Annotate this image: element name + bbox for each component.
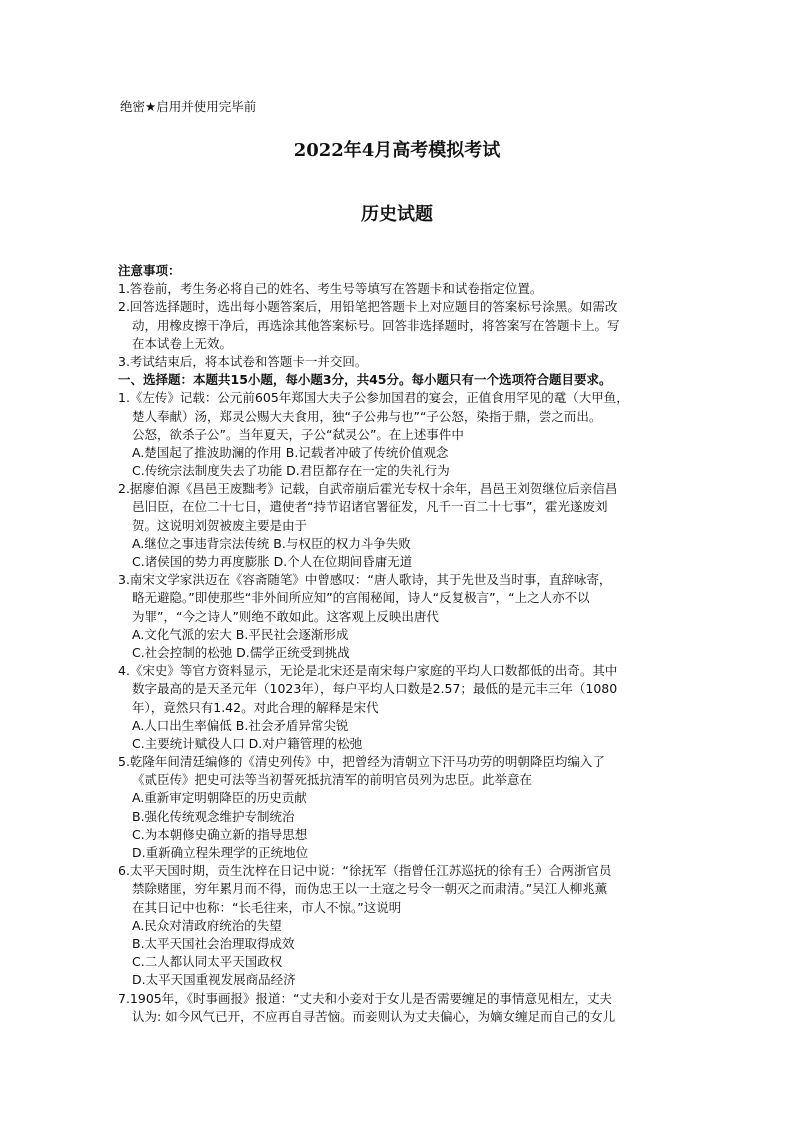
question-stem: 略无避隐。”即使那些“非外间所应知”的宫闱秘闻，诗人“反复极言”，“上之人亦不以: [132, 590, 590, 606]
question-option: C.传统宗法制度失去了功能 D.君臣都存在一定的失礼行为: [132, 463, 450, 479]
question-option: C.社会控制的松弛 D.儒学正统受到挑战: [132, 644, 350, 660]
question-option: C.二人都认同太平天国政权: [132, 954, 283, 970]
exam-subtitle: 历史试题: [361, 204, 433, 225]
secret-mark: 绝密★启用并使用完毕前: [120, 99, 257, 114]
notice-line: 3.考试结束后，将本试卷和答题卡一并交回。: [118, 353, 368, 369]
question-option: A.民众对清政府统治的失望: [132, 917, 282, 933]
notice-heading: 注意事项：: [118, 263, 181, 278]
question-option: B.太平天国社会治理取得成效: [132, 935, 295, 951]
notice-line: 在本试卷上无效。: [132, 335, 233, 351]
question-stem: 邑旧臣，在位二十七日，遣使者“持节诏诸官署征发，凡千一百二十七事”，霍光遂废刘: [132, 499, 608, 515]
question-stem: 7.1905年，《时事画报》报道：“丈夫和小妾对于女儿是否需要缠足的事情意见相左，丈夫: [118, 990, 612, 1006]
question-option: C.主要统计赋役人口 D.对户籍管理的松弛: [132, 735, 363, 751]
question-option: A.文化气派的宏大 B.平民社会逐渐形成: [132, 626, 349, 642]
question-option: B.强化传统观念维护专制统治: [132, 808, 295, 824]
question-1: [118, 389, 690, 480]
question-option: A.人口出生率偏低 B.社会矛盾异常尖锐: [132, 717, 349, 733]
question-stem: 在其日记中也称：“长毛往来，市人不惊。”这说明: [132, 899, 402, 915]
question-option: A.继位之事违背宗法传统 B.与权臣的权力斗争失败: [132, 535, 411, 551]
question-stem: 公怒，欲杀子公”。当年夏天，子公“弑灵公”。在上述事件中: [132, 426, 464, 442]
exam-title: 2022年4月高考模拟考试: [293, 140, 501, 161]
question-stem: 1.《左传》记载：公元前605年郑国大夫子公参加国君的宴会，正值食用罕见的鼋（大甲鱼，: [118, 390, 629, 406]
question-option: C.为本朝修史确立新的指导思想: [132, 826, 308, 842]
question-option: A.重新审定明朝降臣的历史贡献: [132, 790, 307, 806]
section-heading: 一、选择题：本题共15小题，每小题3分，共45分。每小题只有一个选项符合题目要求。: [118, 372, 612, 388]
question-2: [118, 480, 690, 571]
question-option: D.太平天国重视发展商品经济: [132, 972, 296, 988]
question-stem: 认为: 如今风气已开，不应再自寻苦恼。而妾则认为丈夫偏心，为嫡女缠足而自己的女儿: [132, 1008, 616, 1024]
question-stem: 年），竟然只有1.42。对此合理的解释是宋代: [132, 699, 379, 715]
question-stem: 贺。这说明刘贺被废主要是由于: [132, 517, 308, 533]
question-6: [118, 862, 690, 989]
question-option: C.诸侯国的势力再度膨胀 D.个人在位期间昏庸无道: [132, 554, 413, 569]
notice-section: [118, 262, 690, 371]
notice-line: 1.答卷前，考生务必将自己的姓名、考生号等填写在答题卡和试卷指定位置。: [118, 281, 543, 297]
notice-line: 2.回答选择题时，选出每小题答案后，用铅笔把答题卡上对应题目的答案标号涂黑。如需改: [118, 299, 618, 315]
question-stem: 4.《宋史》等官方资料显示，无论是北宋还是南宋每户家庭的平均人口数都低的出奇。其中: [118, 663, 618, 679]
question-stem: 6.太平天国时期，贡生沈梓在日记中说：“徐抚军（指曾任江苏巡抚的徐有壬）合两浙官员: [118, 863, 612, 879]
question-stem: 5.乾隆年间清廷编修的《清史列传》中，把曾经为清朝立下汗马功劳的明朝降臣均编入了: [118, 754, 605, 770]
question-option: A.楚国起了推波助澜的作用 B.记载者冲破了传统价值观念: [132, 444, 449, 460]
question-3: [118, 571, 690, 662]
question-7: [118, 990, 690, 1026]
question-5: [118, 753, 690, 862]
question-stem: 为罪”，“今之诗人”则绝不敢如此。这客观上反映出唐代: [132, 608, 439, 624]
question-option: D.重新确立程朱理学的正统地位: [132, 845, 309, 860]
question-stem: 3.南宋文学家洪迈在《容斋随笔》中曾感叹：“唐人歌诗，其于先世及当时事，直辞咏寄，: [118, 572, 612, 588]
question-stem: 数字最高的是天圣元年（1023年），每户平均人口数是2.57；最低的是元丰三年（1080: [132, 681, 618, 697]
question-stem: 楚人奉献）汤，郑灵公赐大夫食用，独“子公弗与也”“子公怒，染指于鼎，尝之而出。: [132, 408, 602, 424]
notice-line: 动，用橡皮擦干净后，再选涂其他答案标号。回答非选择题时，将答案写在答题卡上。写: [132, 317, 620, 333]
question-4: [118, 662, 690, 753]
question-stem: 《贰臣传》把史可法等当初誓死抵抗清军的前明官员列为忠臣。此举意在: [132, 772, 533, 788]
question-stem: 2.据廖伯源《昌邑王废黜考》记载，自武帝崩后霍光专权十余年，昌邑王刘贺继位后亲信昌: [118, 481, 618, 497]
exam-body: [118, 262, 690, 1026]
question-stem: 禁除赌匪，穷年累月而不得，而伪忠王以一土寇之号令一朝灭之而肃清。”吴江人柳兆薰: [132, 881, 608, 897]
